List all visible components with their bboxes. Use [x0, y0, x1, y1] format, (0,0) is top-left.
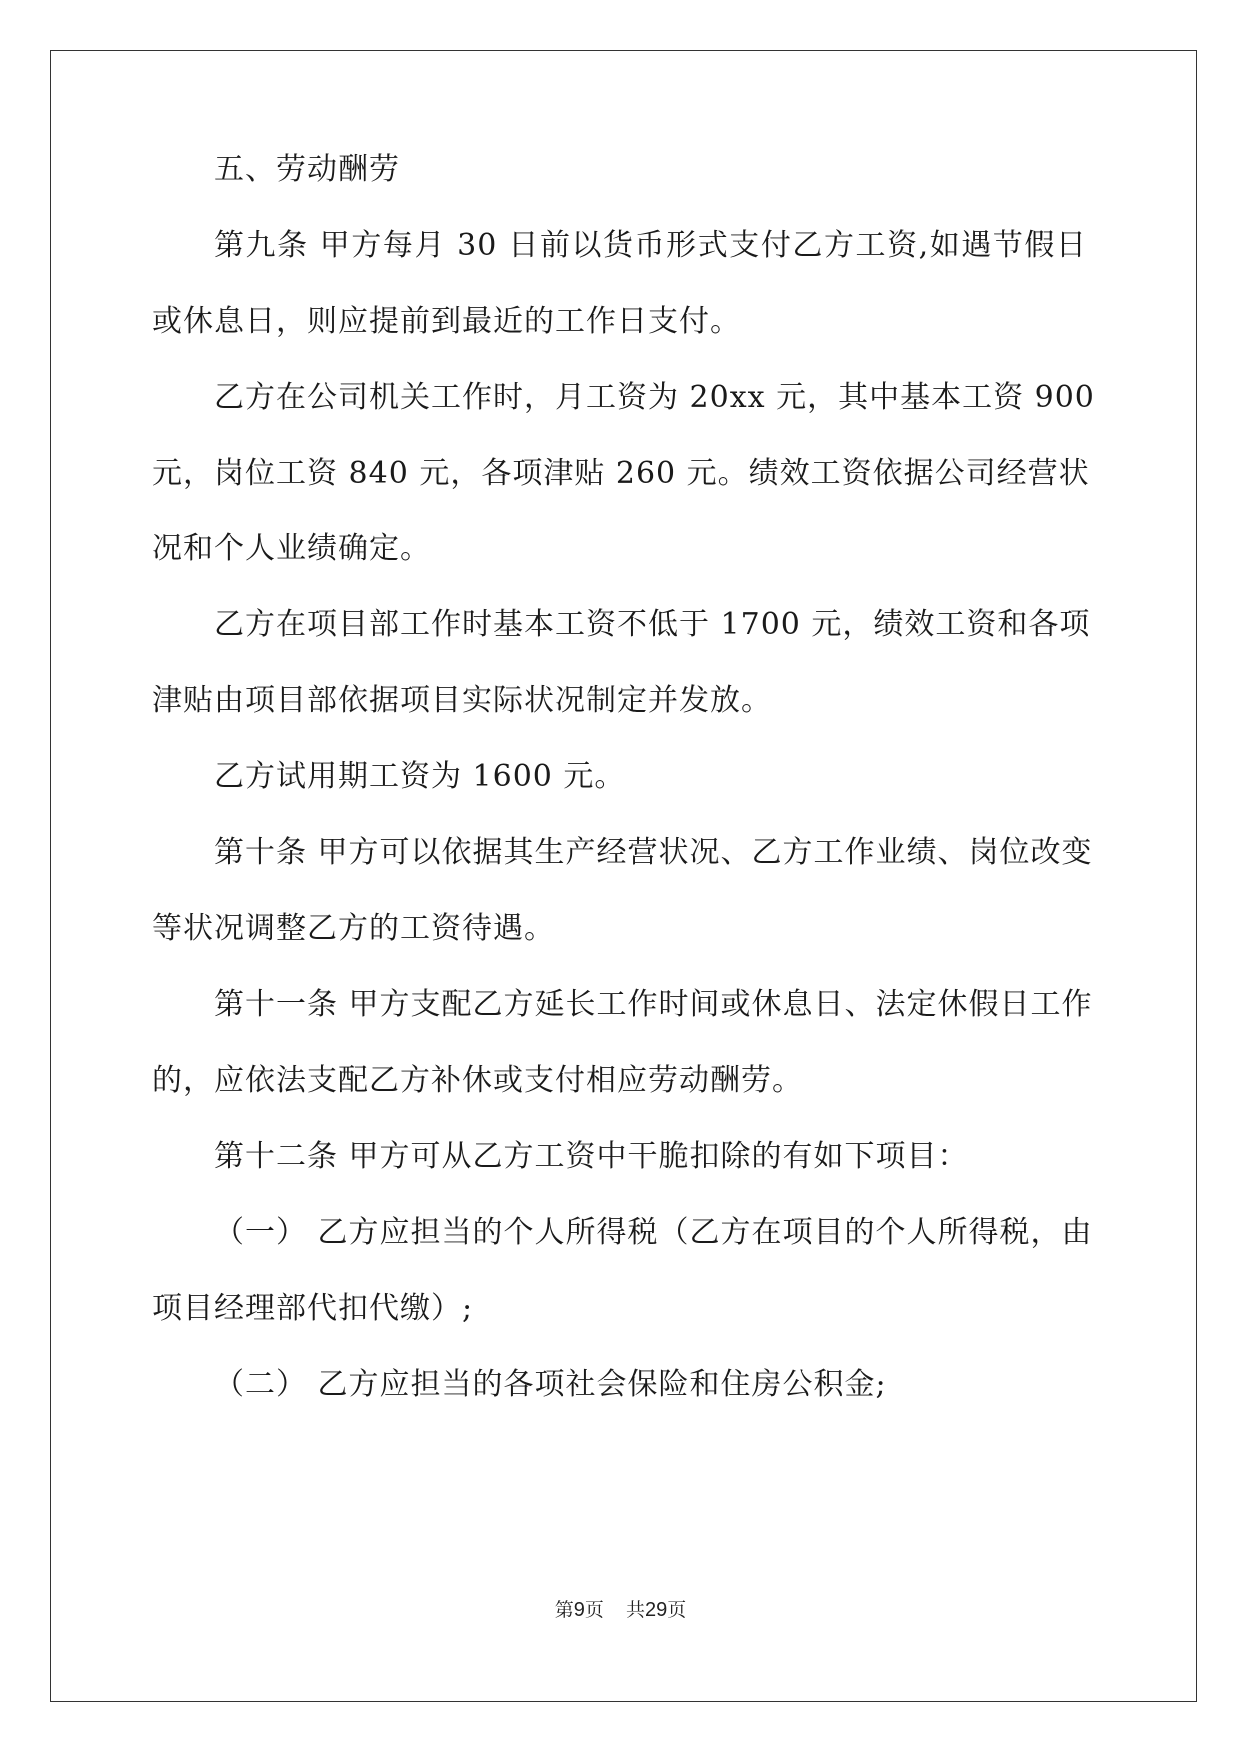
total-suffix: 页	[667, 1600, 687, 1621]
page-number: 9	[573, 1599, 585, 1621]
paragraph-line: 津贴由项目部依据项目实际状况制定并发放。	[152, 683, 772, 718]
page-footer	[0, 1598, 1241, 1623]
list-item-line: 项目经理部代扣代缴）;	[152, 1291, 474, 1326]
page-suffix: 页	[584, 1600, 604, 1621]
section-heading: 五、劳动酬劳	[214, 152, 400, 187]
paragraph-line: 元，岗位工资 840 元，各项津贴 260 元。绩效工资依据公司经营状	[152, 456, 1090, 491]
list-item-line: （一） 乙方应担当的个人所得税（乙方在项目的个人所得税，由	[214, 1215, 1093, 1250]
page-prefix: 第	[554, 1600, 574, 1621]
paragraph-line: 第十条 甲方可以依据其生产经营状况、乙方工作业绩、岗位改变	[214, 835, 1093, 870]
paragraph-line: 乙方在项目部工作时基本工资不低于 1700 元，绩效工资和各项	[214, 607, 1091, 642]
total-pages: 29	[644, 1599, 668, 1621]
paragraph-line: 第十一条 甲方支配乙方延长工作时间或休息日、法定休假日工作	[214, 987, 1093, 1022]
list-item-line: （二） 乙方应担当的各项社会保险和住房公积金;	[214, 1367, 887, 1402]
paragraph-line: 等状况调整乙方的工资待遇。	[152, 911, 555, 946]
paragraph-line: 第十二条 甲方可从乙方工资中干脆扣除的有如下项目：	[214, 1139, 969, 1174]
paragraph-line: 况和个人业绩确定。	[152, 531, 431, 566]
paragraph-line: 的，应依法支配乙方补休或支付相应劳动酬劳。	[152, 1063, 803, 1098]
page-border	[50, 50, 1197, 1702]
paragraph-line: 第九条 甲方每月 30 日前以货币形式支付乙方工资,如遇节假日	[214, 228, 1087, 263]
paragraph-line: 乙方在公司机关工作时，月工资为 20xx 元，其中基本工资 900	[214, 380, 1095, 415]
paragraph-line: 或休息日，则应提前到最近的工作日支付。	[152, 304, 741, 339]
total-prefix: 共	[625, 1600, 645, 1621]
paragraph-line: 乙方试用期工资为 1600 元。	[214, 759, 626, 794]
